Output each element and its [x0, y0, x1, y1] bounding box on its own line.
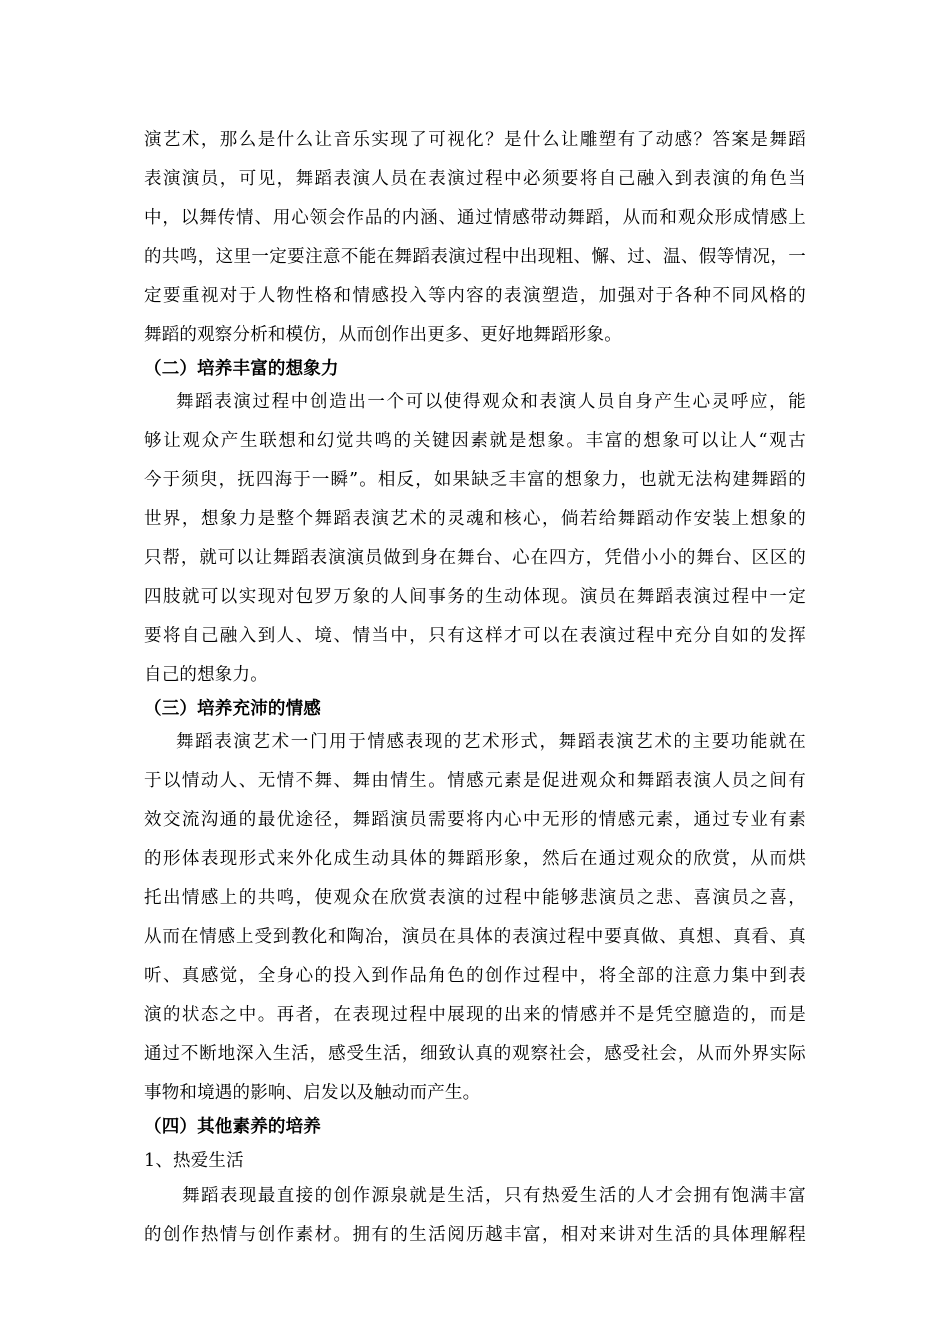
- body-text-line: 自己的想象力。: [144, 665, 268, 685]
- section-heading: （三）培养充沛的情感: [144, 699, 321, 719]
- body-text-line: 世界，想象力是整个舞蹈表演艺术的灵魂和核心，倘若给舞蹈动作安装上想象的: [144, 509, 806, 529]
- body-text-line: 效交流沟通的最优途径，舞蹈演员需要将内心中无形的情感元素，通过专业有素: [144, 810, 806, 830]
- body-text-line: 通过不断地深入生活，感受生活，细致认真的观察社会，感受社会，从而外界实际: [144, 1044, 806, 1064]
- body-text-line: 舞蹈的观察分析和模仿，从而创作出更多、更好地舞蹈形象。: [144, 325, 622, 345]
- body-text-line: 表演演员，可见，舞蹈表演人员在表演过程中必须要将自己融入到表演的角色当: [144, 169, 806, 189]
- body-text-line: 今于须臾，抚四海于一瞬”。相反，如果缺乏丰富的想象力，也就无法构建舞蹈的: [144, 470, 806, 490]
- paragraph-first-line: 舞蹈表演过程中创造出一个可以使得观众和表演人员自身产生心灵呼应，能: [176, 392, 806, 412]
- body-text-line: 演的状态之中。再者，在表现过程中展现的出来的情感并不是凭空臆造的，而是: [144, 1005, 806, 1025]
- body-text-line: 要将自己融入到人、境、情当中，只有这样才可以在表演过程中充分自如的发挥: [144, 626, 806, 646]
- body-text-line: 从而在情感上受到教化和陶冶，演员在具体的表演过程中要真做、真想、真看、真: [144, 927, 806, 947]
- body-text-line: 中，以舞传情、用心领会作品的内涵、通过情感带动舞蹈，从而和观众形成情感上: [144, 208, 806, 228]
- body-text-line: 听、真感觉，全身心的投入到作品角色的创作过程中，将全部的注意力集中到表: [144, 966, 806, 986]
- body-text-line: 的共鸣，这里一定要注意不能在舞蹈表演过程中出现粗、懈、过、温、假等情况，一: [144, 247, 806, 267]
- body-text-line: 的创作热情与创作素材。拥有的生活阅历越丰富，相对来讲对生活的具体理解程: [144, 1225, 806, 1245]
- body-text-line: 托出情感上的共鸣，使观众在欣赏表演的过程中能够悲演员之悲、喜演员之喜，: [144, 888, 806, 908]
- section-heading: （二）培养丰富的想象力: [144, 359, 339, 379]
- body-text-line: 只帮，就可以让舞蹈表演演员做到身在舞台、心在四方，凭借小小的舞台、区区的: [144, 548, 806, 568]
- subsection-heading: 1、热爱生活: [144, 1151, 244, 1171]
- body-text-line: 于以情动人、无情不舞、舞由情生。情感元素是促进观众和舞蹈表演人员之间有: [144, 771, 806, 791]
- paragraph-first-line: 舞蹈表现最直接的创作源泉就是生活，只有热爱生活的人才会拥有饱满丰富: [182, 1186, 806, 1206]
- paragraph-first-line: 舞蹈表演艺术一门用于情感表现的艺术形式，舞蹈表演艺术的主要功能就在: [176, 732, 806, 752]
- section-heading: （四）其他素养的培养: [144, 1117, 321, 1137]
- body-text-line: 演艺术，那么是什么让音乐实现了可视化？是什么让雕塑有了动感？答案是舞蹈: [144, 130, 806, 150]
- body-text-line: 四肢就可以实现对包罗万象的人间事务的生动体现。演员在舞蹈表演过程中一定: [144, 587, 806, 607]
- body-text-line: 定要重视对于人物性格和情感投入等内容的表演塑造，加强对于各种不同风格的: [144, 286, 806, 306]
- body-text-line: 够让观众产生联想和幻觉共鸣的关键因素就是想象。丰富的想象可以让人“观古: [144, 431, 806, 451]
- body-text-line: 事物和境遇的影响、启发以及触动而产生。: [144, 1083, 481, 1103]
- body-text-line: 的形体表现形式来外化成生动具体的舞蹈形象，然后在通过观众的欣赏，从而烘: [144, 849, 806, 869]
